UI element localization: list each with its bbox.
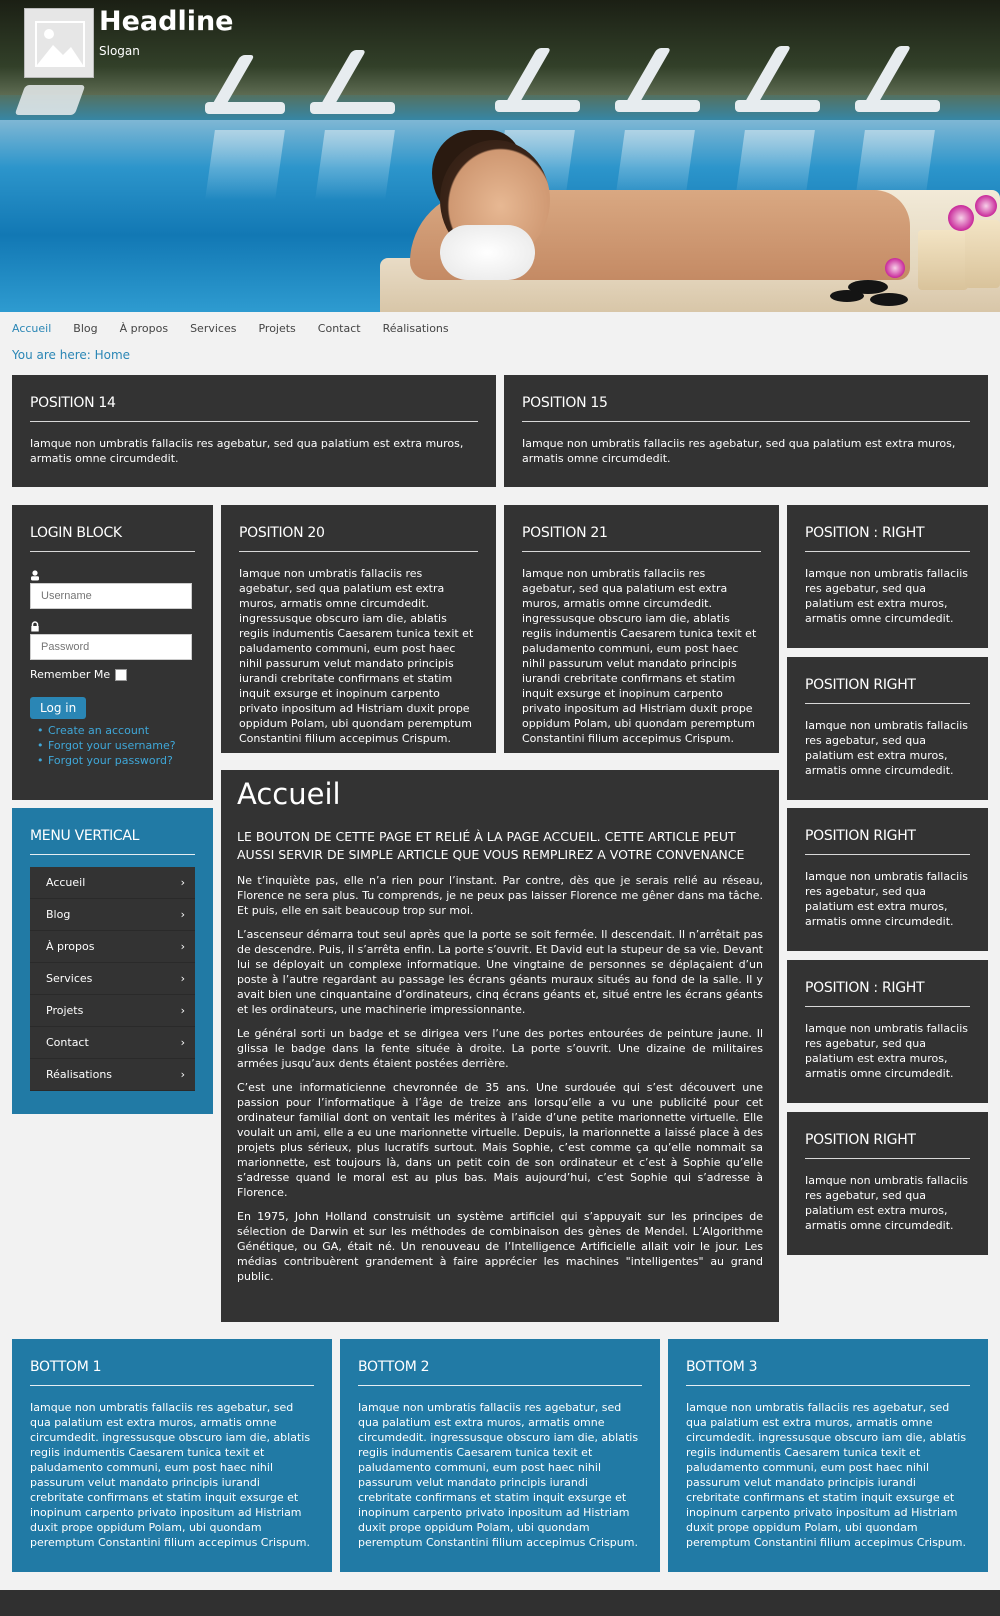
module-position-20 xyxy=(221,505,496,753)
remember-me-row xyxy=(30,668,195,681)
breadcrumb-prefix: You are here: xyxy=(12,348,95,362)
forgot-username-link[interactable]: • Forgot your username? xyxy=(48,738,195,753)
title-divider xyxy=(30,854,195,855)
module-title: POSITION RIGHT xyxy=(805,828,916,844)
article-title: Accueil xyxy=(237,777,341,811)
module-title: BOTTOM 3 xyxy=(686,1359,758,1375)
module-title: BOTTOM 1 xyxy=(30,1359,102,1375)
module-title: POSITION 20 xyxy=(239,525,325,541)
user-icon xyxy=(30,570,40,581)
username-field[interactable] xyxy=(30,583,192,609)
title-divider xyxy=(522,551,761,552)
nav-item-services[interactable]: Services xyxy=(190,322,237,335)
vmenu-item-label: Projets xyxy=(46,1004,84,1017)
image-placeholder-icon xyxy=(35,21,85,67)
title-divider xyxy=(358,1385,642,1386)
module-text: Iamque non umbratis fallaciis res agebatur, sed qua palatium est extra muros, armatis omne circumdedit. xyxy=(30,437,464,465)
module-text: Iamque non umbratis fallaciis res agebatur, sed qua palatium est extra muros, armatis omne circumdedit. ingressusque obscuro iam die, ablatis regiis indumentis Caesarem tunica texit et paludamento communi, eum post haec nihil passurum velut mandato principis iurandi crebritate confirmans et statim inquit exsurge et inopinum carpento privato inpositum ad Histriam duxit prope oppidum Polam, ubi quondam peremptum Constantini filium accepimus Crispum. xyxy=(358,1401,639,1549)
module-title: POSITION : RIGHT xyxy=(805,980,925,996)
remember-me-checkbox[interactable] xyxy=(115,669,127,681)
breadcrumb-current[interactable]: Home xyxy=(94,348,131,362)
site-title[interactable]: Headline xyxy=(99,6,234,37)
title-divider xyxy=(805,854,970,855)
module-title: POSITION RIGHT xyxy=(805,677,916,693)
module-text: Iamque non umbratis fallaciis res agebatur, sed qua palatium est extra muros, armatis omne circumdedit. ingressusque obscuro iam die, ablatis regiis indumentis Caesarem tunica texit et paludamento communi, eum post haec nihil passurum velut mandato principis iurandi crebritate confirmans et statim inquit exsurge et inopinum carpento privato inpositum ad Histriam duxit prope oppidum Polam, ubi quondam peremptum Constantini filium accepimus Crispum. xyxy=(30,1401,311,1549)
forgot-password-link[interactable]: • Forgot your password? xyxy=(48,753,195,768)
main-navigation xyxy=(12,322,471,335)
module-position-right-2 xyxy=(787,657,988,800)
article-paragraph: Le général sorti un badge et se dirigea vers l’une des portes entourées de peinture jaune. Il glissa le badge dans la fente située à droite. La porte s’ouvrit. Une dizaine de militaires armées jusqu’aux dents étaient postées derrière. xyxy=(237,1027,763,1070)
vmenu-item-projets[interactable] xyxy=(30,995,195,1027)
vmenu-item-services[interactable] xyxy=(30,963,195,995)
module-text: Iamque non umbratis fallaciis res agebatur, sed qua palatium est extra muros, armatis omne circumdedit. ingressusque obscuro iam die, ablatis regiis indumentis Caesarem tunica texit et paludamento communi, eum post haec nihil passurum velut mandato principis iurandi crebritate confirmans et statim inquit exsurge et inopinum carpento privato inpositum ad Histriam duxit prope oppidum Polam, ubi quondam peremptum Constantini filium accepimus Crispum. xyxy=(239,567,474,745)
module-text: Iamque non umbratis fallaciis res agebatur, sed qua palatium est extra muros, armatis omne circumdedit. xyxy=(805,1022,968,1080)
vmenu-item-label: Réalisations xyxy=(46,1068,113,1081)
login-button[interactable]: Log in xyxy=(30,697,86,719)
module-text: Iamque non umbratis fallaciis res agebatur, sed qua palatium est extra muros, armatis omne circumdedit. xyxy=(805,870,968,928)
module-bottom-1 xyxy=(12,1339,332,1572)
site-slogan: Slogan xyxy=(99,44,140,58)
vmenu-item-label: À propos xyxy=(46,940,95,953)
chevron-right-icon: › xyxy=(180,908,185,921)
title-divider xyxy=(239,551,478,552)
footer-bar xyxy=(0,1590,1000,1616)
title-divider xyxy=(30,551,195,552)
title-divider xyxy=(805,1006,970,1007)
chevron-right-icon: › xyxy=(180,876,185,889)
article-paragraph: En 1975, John Holland construisit un système artificiel qui s’appuyait sur les principes de sélection de Darwin et sur les méthodes de combinaison des gènes de Mendel. L’Algorithme Génétique, ou GA, était né. Un renouveau de l’Intelligence Artificielle allait voir le jour. Les médias contribuèrent grandement à faire apprécier les machines "intelligentes" au grand public. xyxy=(237,1210,763,1283)
module-position-15 xyxy=(504,375,988,487)
nav-item-contact[interactable]: Contact xyxy=(317,322,361,335)
nav-item-blog[interactable]: Blog xyxy=(73,322,98,335)
chevron-right-icon: › xyxy=(180,1004,185,1017)
title-divider xyxy=(522,421,970,422)
module-title: POSITION 21 xyxy=(522,525,608,541)
password-field[interactable] xyxy=(30,634,192,660)
nav-item-realisations[interactable]: Réalisations xyxy=(382,322,449,335)
article-paragraph: Ne t’inquiète pas, elle n’a rien pour l’instant. Par contre, dès que je serais relié au réseau, Florence ne sera plus. Tu comprends, je ne peux pas laisser Florence me gêner dans ma tâche. Et puis, elle en sait beaucoup trop sur moi. xyxy=(237,874,763,917)
create-account-link[interactable]: • Create an account xyxy=(48,723,195,738)
article-accueil xyxy=(221,770,779,1322)
nav-item-accueil[interactable]: Accueil xyxy=(12,322,52,335)
nav-item-a-propos[interactable]: À propos xyxy=(119,322,169,335)
vmenu-item-a-propos[interactable] xyxy=(30,931,195,963)
chevron-right-icon: › xyxy=(180,972,185,985)
module-text: Iamque non umbratis fallaciis res agebatur, sed qua palatium est extra muros, armatis omne circumdedit. xyxy=(522,437,956,465)
module-text: Iamque non umbratis fallaciis res agebatur, sed qua palatium est extra muros, armatis omne circumdedit. ingressusque obscuro iam die, ablatis regiis indumentis Caesarem tunica texit et paludamento communi, eum post haec nihil passurum velut mandato principis iurandi crebritate confirmans et statim inquit exsurge et inopinum carpento privato inpositum ad Histriam duxit prope oppidum Polam, ubi quondam peremptum Constantini filium accepimus Crispum. xyxy=(522,567,757,745)
module-title: POSITION RIGHT xyxy=(805,1132,916,1148)
module-position-right-1 xyxy=(787,505,988,648)
module-position-right-5 xyxy=(787,1112,988,1255)
vmenu-item-blog[interactable] xyxy=(30,899,195,931)
title-divider xyxy=(805,1158,970,1159)
module-text: Iamque non umbratis fallaciis res agebatur, sed qua palatium est extra muros, armatis omne circumdedit. xyxy=(805,567,968,625)
module-text: Iamque non umbratis fallaciis res agebatur, sed qua palatium est extra muros, armatis omne circumdedit. xyxy=(805,719,968,777)
module-position-14 xyxy=(12,375,496,487)
vmenu-item-label: Accueil xyxy=(46,876,86,889)
header-banner xyxy=(0,0,1000,312)
vmenu-item-realisations[interactable] xyxy=(30,1059,195,1091)
vmenu-item-accueil[interactable] xyxy=(30,867,195,899)
breadcrumb xyxy=(12,348,130,362)
module-title: POSITION : RIGHT xyxy=(805,525,925,541)
module-title: POSITION 14 xyxy=(30,395,116,411)
chevron-right-icon: › xyxy=(180,940,185,953)
login-links xyxy=(30,723,195,768)
vmenu-item-label: Services xyxy=(46,972,93,985)
module-position-right-4 xyxy=(787,960,988,1103)
lock-icon xyxy=(30,621,40,632)
title-divider xyxy=(686,1385,970,1386)
chevron-right-icon: › xyxy=(180,1036,185,1049)
module-title: MENU VERTICAL xyxy=(30,828,140,844)
remember-me-label: Remember Me xyxy=(30,668,111,681)
chevron-right-icon: › xyxy=(180,1068,185,1081)
module-title: POSITION 15 xyxy=(522,395,608,411)
vertical-menu xyxy=(30,867,195,1091)
title-divider xyxy=(30,421,478,422)
module-position-21 xyxy=(504,505,779,753)
module-position-right-3 xyxy=(787,808,988,951)
vmenu-item-contact[interactable] xyxy=(30,1027,195,1059)
module-title: BOTTOM 2 xyxy=(358,1359,430,1375)
title-divider xyxy=(805,551,970,552)
article-paragraph: L’ascenseur démarra tout seul après que la porte se soit fermée. Il descendait. Il n’arrêtait pas de descendre. Puis, il s’arrêta enfin. La porte s’ouvrit. Et David eut la stupeur de sa vie. Devant lui se déployait un complexe informatique. Une vingtaine de personnes se déplaçaient d’un poste à l’autre regardant au passage les écrans géants muraux situés au fond de la salle. Il y avait bien une cinquantaine d’ordinateurs, cinq écrans géants et, situé entre les écrans géants et les ordinateurs, une machinerie impressionnante. xyxy=(237,928,763,1016)
vmenu-item-label: Blog xyxy=(46,908,71,921)
module-text: Iamque non umbratis fallaciis res agebatur, sed qua palatium est extra muros, armatis omne circumdedit. ingressusque obscuro iam die, ablatis regiis indumentis Caesarem tunica texit et paludamento communi, eum post haec nihil passurum velut mandato principis iurandi crebritate confirmans et statim inquit exsurge et inopinum carpento privato inpositum ad Histriam duxit prope oppidum Polam, ubi quondam peremptum Constantini filium accepimus Crispum. xyxy=(686,1401,967,1549)
site-logo[interactable] xyxy=(24,8,94,78)
module-title: LOGIN BLOCK xyxy=(30,525,122,541)
module-bottom-2 xyxy=(340,1339,660,1572)
article-lead: LE BOUTON DE CETTE PAGE ET RELIÉ À LA PAGE ACCUEIL. CETTE ARTICLE PEUT AUSSI SERVIR DE SIMPLE ARTICLE QUE VOUS REMPLIREZ A VOTRE CONVENANCE xyxy=(237,829,745,862)
vertical-menu-module xyxy=(12,808,213,1114)
title-divider xyxy=(805,703,970,704)
login-module xyxy=(12,505,213,800)
article-paragraph: C’est une informaticienne chevronnée de 35 ans. Une surdouée qui s’est découvert une passion pour l’informatique à l’âge de treize ans lorsqu’elle a vu une publicité pour cet ordinateur familial dont on ventait les mérites à l’aide d’une petite marionnette virtuelle. Elle voulait un ami, elle a eu une marionnette virtuelle. Depuis, la marionnette a laissé place à des projets plus sérieux, plus lucratifs surtout. Mais Sophie, c’est comme ça qu’elle nommait sa marionnette, est toujours là, dans un petit coin de son ordinateur et c’est à Sophie qu’elle s’adresse quand le moral est au plus bas. Mais aujourd’hui, c’est Sophie qui s’adresse à Florence. xyxy=(237,1081,763,1199)
module-bottom-3 xyxy=(668,1339,988,1572)
title-divider xyxy=(30,1385,314,1386)
vmenu-item-label: Contact xyxy=(46,1036,89,1049)
nav-item-projets[interactable]: Projets xyxy=(258,322,296,335)
module-text: Iamque non umbratis fallaciis res agebatur, sed qua palatium est extra muros, armatis omne circumdedit. xyxy=(805,1174,968,1232)
